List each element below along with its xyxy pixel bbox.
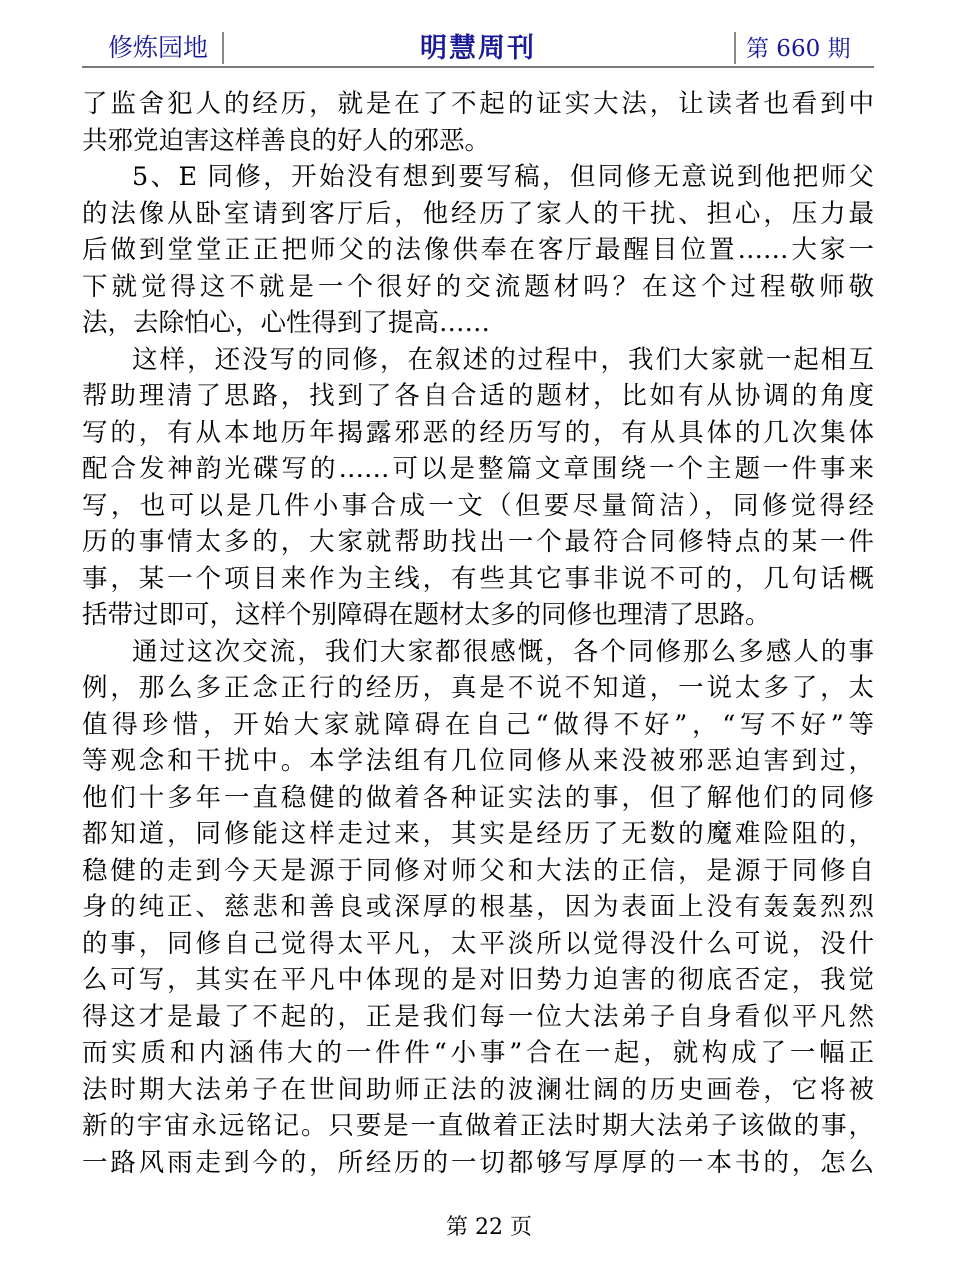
paragraph-line: 例，那么多正念正行的经历，真是不说不知道，一说太多了，太	[82, 673, 874, 703]
paragraph-line: 的法像从卧室请到客厅后，他经历了家人的干扰、担心，压力最	[82, 198, 874, 229]
paragraph-line: 括带过即可，这样个别障碍在题材太多的同修也理清了思路。	[82, 600, 771, 630]
section-title: 修炼园地	[108, 33, 209, 62]
publication-title: 明慧周刊	[420, 33, 536, 64]
paragraph-line: 么可写，其实在平凡中体现的是对旧势力迫害的彻底否定，我觉	[82, 965, 874, 995]
paragraph-line: 新的宇宙永远铭记。只要是一直做着正法时期大法弟子该做的事，	[82, 1111, 874, 1141]
paragraph-line: 一路风雨走到今的，所经历的一切都够写厚厚的一本书的，怎么	[82, 1147, 874, 1178]
paragraph-line: 历的事情太多的，大家就帮助找出一个最符合同修特点的某一件	[82, 527, 874, 557]
paragraph-line: 通过这次交流，我们大家都很感慨，各个同修那么多感人的事	[132, 636, 874, 667]
paragraph-line: 值得珍惜，开始大家就障碍在自己“做得不好”，“写不好”等	[82, 709, 874, 740]
paragraph-line: 后做到堂堂正正把师父的法像供奉在客厅最醒目位置……大家一	[82, 235, 874, 265]
page-header	[82, 22, 874, 68]
paragraph-line: 他们十多年一直稳健的做着各种证实法的事，但了解他们的同修	[82, 782, 874, 813]
issue-number: 第 660 期	[746, 36, 851, 62]
paragraph-line: 共邪党迫害这样善良的好人的邪恶。	[82, 125, 491, 156]
paragraph-line: 写的，有从本地历年揭露邪恶的经历写的，有从具体的几次集体	[82, 417, 874, 448]
paragraph-line: 法时期大法弟子在世间助师正法的波澜壮阔的历史画卷，它将被	[82, 1074, 874, 1105]
paragraph-line: 得这才是最了不起的，正是我们每一位大法弟子自身看似平凡然	[82, 1001, 874, 1032]
paragraph-line: 稳健的走到今天是源于同修对师父和大法的正信，是源于同修自	[82, 855, 874, 886]
paragraph-line: 下就觉得这不就是一个很好的交流题材吗？在这个过程敬师敬	[82, 271, 874, 302]
paragraph-line: 5、E 同修，开始没有想到要写稿，但同修无意说到他把师父	[132, 162, 874, 192]
page-number: 第 22 页	[446, 1215, 532, 1240]
paragraph-line: 等观念和干扰中。本学法组有几位同修从来没被邪恶迫害到过，	[82, 746, 874, 776]
paragraph-line: 这样，还没写的同修，在叙述的过程中，我们大家就一起相互	[132, 344, 874, 375]
header-rule	[82, 66, 874, 68]
paragraph-line: 事，某一个项目来作为主线，有些其它事非说不可的，几句话概	[82, 563, 874, 594]
paragraph-line: 身的纯正、慈悲和善良或深厚的根基，因为表面上没有轰轰烈烈	[82, 892, 874, 922]
paragraph-line: 配合发神韵光碟写的……可以是整篇文章围绕一个主题一件事来	[82, 454, 874, 484]
paragraph-line: 都知道，同修能这样走过来，其实是经历了无数的魔难险阻的，	[82, 819, 874, 849]
paragraph-line: 写，也可以是几件小事合成一文（但要尽量简洁），同修觉得经	[82, 490, 874, 521]
paragraph-line: 的事，同修自己觉得太平凡，太平淡所以觉得没什么可说，没什	[82, 928, 874, 959]
paragraph-line: 了监舍犯人的经历，就是在了不起的证实大法，让读者也看到中	[82, 89, 874, 119]
paragraph-line: 帮助理清了思路，找到了各自合适的题材，比如有从协调的角度	[82, 381, 874, 411]
article-body	[82, 86, 874, 1181]
paragraph-line: 而实质和内涵伟大的一件件“小事”合在一起，就构成了一幅正	[82, 1038, 874, 1068]
header-divider-right	[734, 32, 736, 64]
paragraph-line: 法，去除怕心，心性得到了提高……	[82, 308, 491, 338]
